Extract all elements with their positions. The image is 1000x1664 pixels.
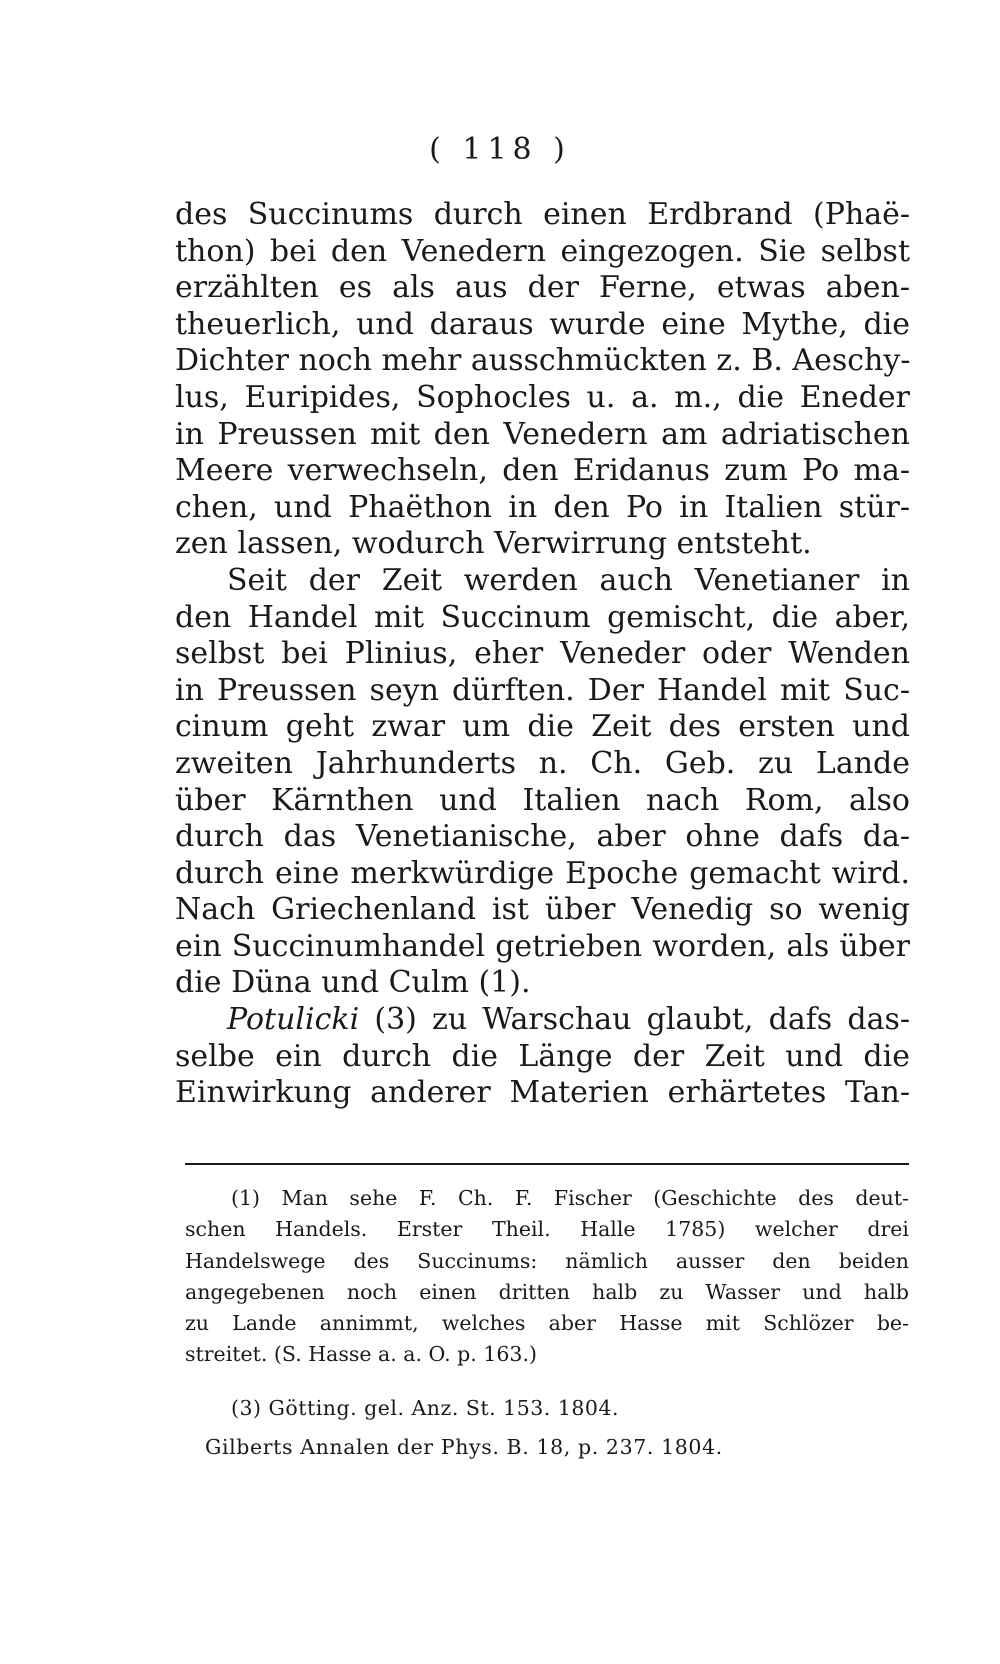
text-line: über Kärnthen und Italien nach Rom, also xyxy=(175,782,910,818)
text-line-rest: (3) zu Warschau glaubt, dafs das- xyxy=(374,1002,910,1038)
text-line: Meere verwechseln, den Eridanus zum Po ma- xyxy=(175,453,910,489)
footnote-spacer xyxy=(185,1424,909,1432)
text-line: des Succinums durch einen Erdbrand (Phaë- xyxy=(175,197,910,232)
page-number: ( 118 ) xyxy=(429,132,571,167)
text-line: in Preussen seyn dürften. Der Handel mit Suc- xyxy=(175,672,910,708)
text-line: ein Succinumhandel getrieben worden, als über xyxy=(175,928,910,964)
text-line: cinum geht zwar um die Zeit des ersten und xyxy=(175,709,910,745)
text-line: durch eine merkwürdige Epoche gemacht wird. xyxy=(175,855,910,891)
text-line: lus, Euripides, Sophocles u. a. m., die Eneder xyxy=(175,379,910,415)
text-line: zen lassen, wodurch Verwirrung entsteht. xyxy=(175,526,812,562)
footnote-line: Handelswege des Succinums: nämlich ausser den beiden xyxy=(185,1248,909,1273)
text-line: zweiten Jahrhunderts n. Ch. Geb. zu Lande xyxy=(175,745,910,781)
text-line: den Handel mit Succinum gemischt, die aber, xyxy=(175,599,910,635)
text-line: in Preussen mit den Venedern am adriatischen xyxy=(175,416,910,452)
text-line: Seit der Zeit werden auch Venetianer in xyxy=(227,562,910,598)
text-line: die Düna und Culm (1). xyxy=(175,965,531,1001)
text-line: Dichter noch mehr ausschmückten z. B. Aeschy- xyxy=(175,343,910,379)
footnote-line: (1) Man sehe F. Ch. F. Fischer (Geschichte des deut- xyxy=(231,1186,909,1210)
text-line: chen, und Phaëthon in den Po in Italien stür- xyxy=(175,489,910,525)
text-line: erzählten es als aus der Ferne, etwas aben- xyxy=(175,270,910,306)
footnote-line: (3) Götting. gel. Anz. St. 153. 1804. xyxy=(231,1395,620,1420)
footnote-line: zu Lande annimmt, welches aber Hasse mit Schlözer be- xyxy=(185,1311,909,1336)
text-line xyxy=(175,1002,910,1039)
footnote-line: streitet. (S. Hasse a. a. O. p. 163.) xyxy=(185,1342,537,1367)
text-line: Einwirkung anderer Materien erhärtetes Tan- xyxy=(175,1075,910,1111)
footnote-separator-rule xyxy=(185,1163,909,1165)
author-name-italic: Potulicki xyxy=(227,1002,360,1038)
footnote-gap xyxy=(185,1371,909,1393)
text-line: selbst bei Plinius, eher Veneder oder Wenden xyxy=(175,636,910,672)
text-line: durch das Venetianische, aber ohne dafs da- xyxy=(175,819,910,855)
main-text xyxy=(175,197,910,1112)
footnote-line: angegebenen noch einen dritten halb zu Wasser und halb xyxy=(185,1279,909,1304)
text-line: thon) bei den Venedern eingezogen. Sie selbst xyxy=(175,233,910,269)
footnotes xyxy=(185,1183,909,1463)
text-line: Nach Griechenland ist über Venedig so wenig xyxy=(175,892,910,928)
footnote-line: schen Handels. Erster Theil. Halle 1785) welcher drei xyxy=(185,1217,909,1242)
text-line: selbe ein durch die Länge der Zeit und die xyxy=(175,1038,910,1074)
text-line: theuerlich, und daraus wurde eine Mythe, die xyxy=(175,306,910,342)
footnote-line: Gilberts Annalen der Phys. B. 18, p. 237. 1804. xyxy=(205,1435,723,1460)
